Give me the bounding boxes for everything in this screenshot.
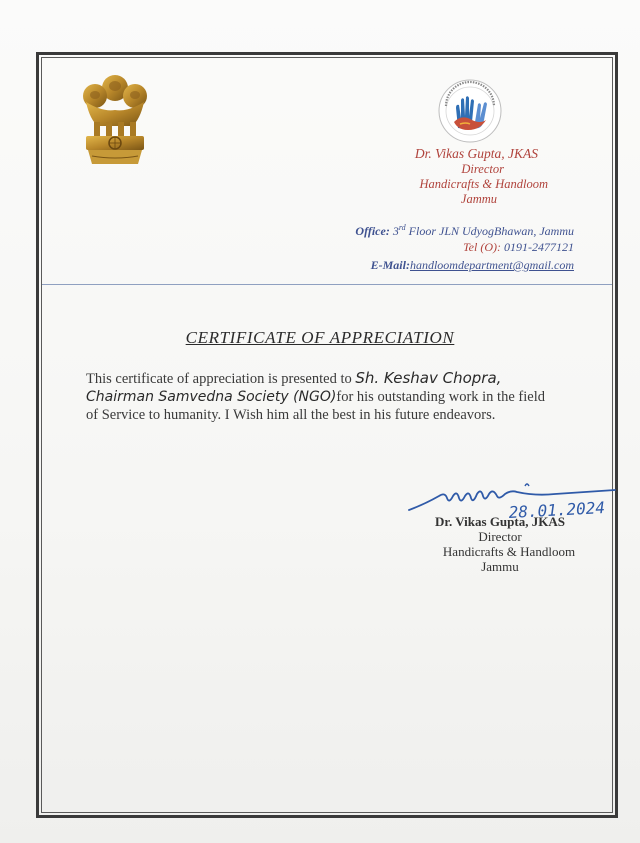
email-link[interactable]: handloomdepartment@gmail.com [409, 258, 574, 272]
certificate-message: for his outstanding work in the field of Service to humanity. I Wish him all the best in his future endeavors. [86, 389, 545, 423]
office-floor-num: 3 [392, 224, 399, 238]
header-designation: Director [461, 162, 504, 176]
department-logo-icon [434, 78, 506, 144]
header-name: Dr. Vikas Gupta, JKAS [414, 146, 538, 161]
telephone [463, 240, 574, 255]
signatory-department: Handicrafts & Handloom [442, 544, 576, 559]
header-department: Handicrafts & Handloom [419, 177, 548, 191]
recipient-role: Chairman Samvedna Society (NGO) [86, 389, 337, 405]
inner-border [41, 57, 613, 813]
tel-value: 0191-2477121 [504, 240, 574, 254]
signatory-location: Jammu [481, 559, 519, 574]
certificate-title: CERTIFICATE OF APPRECIATION [185, 328, 455, 347]
header-divider [42, 284, 612, 285]
office-label: Office: [355, 224, 390, 238]
office-rest: Floor JLN UdyogBhawan, Jammu [405, 224, 574, 238]
signature-block [420, 514, 580, 574]
signatory-name: Dr. Vikas Gupta, JKAS [435, 514, 565, 529]
certificate-body [86, 369, 556, 424]
email-label: E-Mail: [370, 258, 410, 272]
header-location: Jammu [460, 192, 497, 206]
national-emblem-icon [78, 72, 152, 168]
handwritten-date: 28.01.2024 [508, 497, 606, 522]
signatory-designation: Director [478, 529, 522, 544]
certificate-intro: This certificate of appreciation is presented to [86, 371, 356, 387]
office-address [355, 223, 574, 239]
email [371, 258, 574, 273]
recipient-name: Sh. Keshav Chopra, [355, 369, 502, 387]
office-floor-sup: rd [398, 223, 406, 232]
tel-label: Tel (O): [463, 240, 501, 254]
